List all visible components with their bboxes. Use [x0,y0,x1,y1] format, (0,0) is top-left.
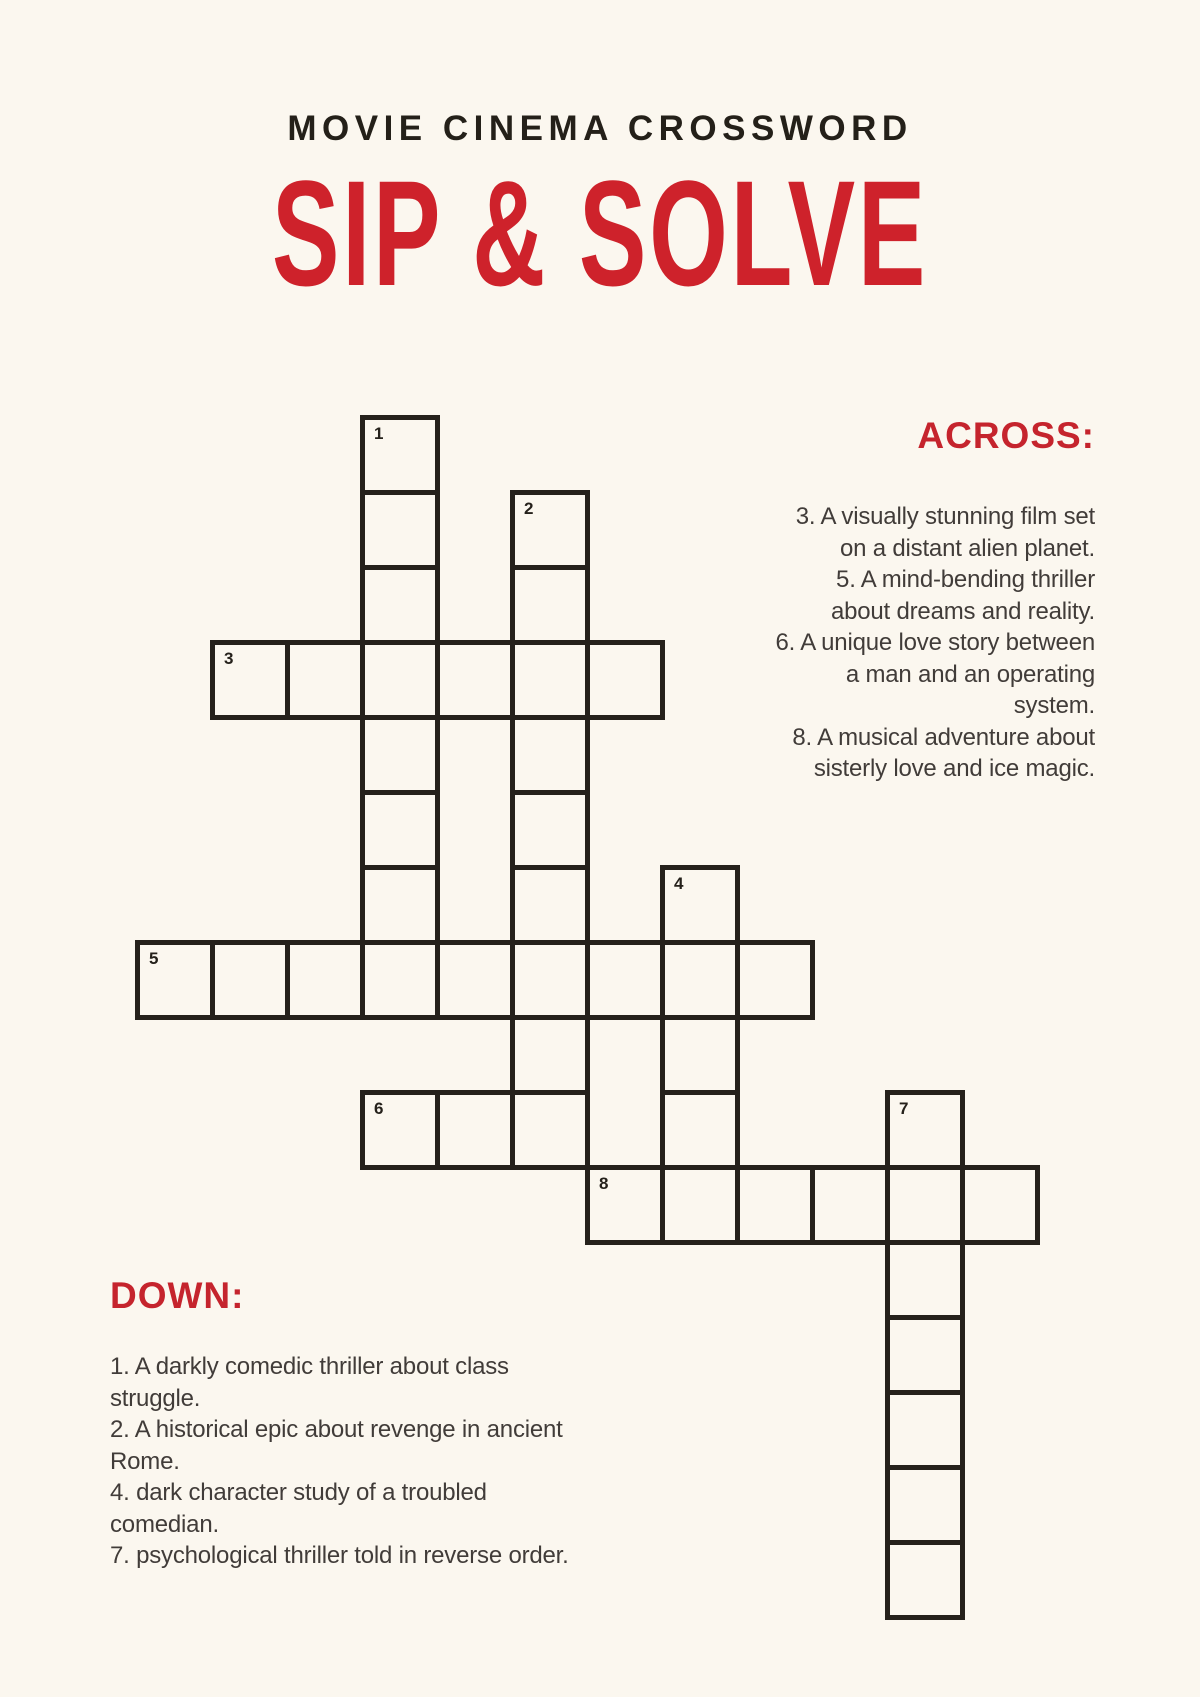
clue-line: a man and an operating [845,660,1095,688]
grid-cell[interactable] [660,865,740,945]
clue-line: 1. A darkly comedic thriller about class [110,1353,509,1380]
grid-cell[interactable] [360,490,440,570]
grid-cell[interactable] [510,865,590,945]
grid-cell[interactable] [660,1165,740,1245]
clue-line: struggle. [110,1384,201,1412]
grid-cell[interactable] [735,1165,815,1245]
grid-cell[interactable] [360,1090,440,1170]
clue-line: 4. dark character study of a troubled [110,1479,487,1506]
grid-cell[interactable] [135,940,215,1020]
grid-cell[interactable] [660,940,740,1020]
clue-line: 5. A mind-bending thriller [836,566,1095,593]
grid-cell[interactable] [885,1090,965,1170]
grid-cell[interactable] [360,565,440,645]
grid-cell[interactable] [510,940,590,1020]
cell-number: 8 [599,1174,609,1193]
clue-line: 7. psychological thriller told in reverse order. [110,1542,569,1569]
cell-number: 1 [374,424,384,443]
clue-line: Rome. [110,1447,180,1475]
cell-number: 4 [674,874,684,893]
grid-cell[interactable] [360,865,440,945]
cell-number: 3 [224,649,234,668]
down-heading: DOWN: [110,1275,245,1316]
grid-cell[interactable] [735,940,815,1020]
grid-cell[interactable] [660,1015,740,1095]
clue-line: 8. A musical adventure about [792,723,1095,751]
grid-cell[interactable] [510,1090,590,1170]
grid-cell[interactable] [885,1240,965,1320]
grid-cell[interactable] [585,640,665,720]
clue-line: sisterly love and ice magic. [813,755,1095,782]
down-clue-list [110,1351,569,1572]
grid-cell[interactable] [435,640,515,720]
grid-cell[interactable] [435,940,515,1020]
grid-cell[interactable] [360,790,440,870]
cell-number: 7 [899,1099,909,1118]
clue-line: 6. A unique love story between [775,629,1095,656]
grid-cell[interactable] [210,640,290,720]
grid-cell[interactable] [810,1165,890,1245]
grid-cell[interactable] [660,1090,740,1170]
grid-cell[interactable] [885,1540,965,1620]
grid-cell[interactable] [510,715,590,795]
clue-line: comedian. [110,1510,219,1538]
grid-cell[interactable] [360,715,440,795]
grid-cell[interactable] [285,640,365,720]
across-clue-list [775,501,1095,785]
grid-cell[interactable] [360,640,440,720]
grid-cell[interactable] [510,1015,590,1095]
page-kicker: MOVIE CINEMA CROSSWORD [287,109,913,148]
grid-cell[interactable] [435,1090,515,1170]
grid-cell[interactable] [885,1165,965,1245]
grid-cell[interactable] [885,1465,965,1545]
clue-line: about dreams and reality. [830,597,1095,625]
grid-cell[interactable] [885,1315,965,1395]
grid-cell[interactable] [510,565,590,645]
grid-cell[interactable] [510,790,590,870]
cell-number: 2 [524,499,534,518]
page-title: SIP & SOLVE [271,149,929,317]
grid-cell[interactable] [360,415,440,495]
grid-cell[interactable] [585,940,665,1020]
cell-number: 5 [149,949,159,968]
grid-cell[interactable] [210,940,290,1020]
clue-line: on a distant alien planet. [840,534,1095,562]
grid-cell[interactable] [960,1165,1040,1245]
clue-line: system. [1013,692,1095,719]
cell-number: 6 [374,1099,384,1118]
grid-cell[interactable] [510,490,590,570]
grid-cell[interactable] [585,1165,665,1245]
grid-cell[interactable] [360,940,440,1020]
across-heading: ACROSS: [917,415,1095,456]
grid-cell[interactable] [285,940,365,1020]
grid-cell[interactable] [885,1390,965,1470]
clue-line: 3. A visually stunning film set [795,503,1095,530]
clue-line: 2. A historical epic about revenge in ancient [110,1416,563,1443]
grid-cell[interactable] [510,640,590,720]
